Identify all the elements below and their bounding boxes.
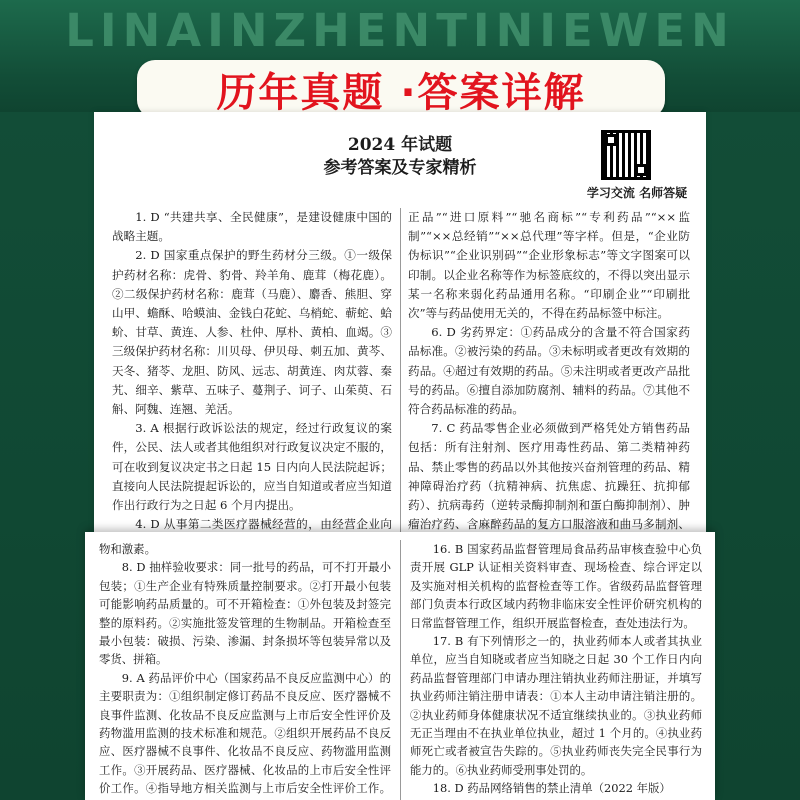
- upper-page: [94, 112, 706, 532]
- answer-paragraph: 17. B 有下列情形之一的，执业药师本人或者其执业单位，应当自知晓或者应当知晓之日起 30 个工作日内向药品监督管理部门申请办理注销执业药师注册证，并填写执业药师注销注册申请表：①本人主动申请注销注册的。②执业药师身体健康状况不适宜继续执业的。③执业药师无正当理由不在执业单位执业，超过 1 个月的。④执业药师死亡或者被宣告失踪的。⑤执业药师丧失完全民事行为能力的。⑥执业药师受刑事处罚的。: [410, 634, 702, 777]
- banner-title: 历年真题 ·答案详解: [216, 69, 586, 112]
- year-title: 2024 年试题: [347, 135, 453, 155]
- column-divider: [400, 208, 401, 532]
- qr-caption: 学习交流 名师答疑: [586, 186, 688, 200]
- answer-paragraph: 8. D 抽样验收要求：同一批号的药品，可不打开最小包装；①生产企业有特殊质量控制要求。②打开最小包装可能影响药品质量的。可不开箱检查：①外包装及封签完整的原料药。②实施批签发管理的生物制品。开箱检查至最小包装：破损、污染、渗漏、封条损坏等包装异常以及零货、拼箱。: [99, 560, 391, 667]
- answer-paragraph: 4. D 从事第二类医疗器械经营的，由经营企业向: [135, 517, 392, 532]
- answer-paragraph: 物和激素。: [99, 542, 156, 556]
- answer-paragraph: 7. C 药品零售企业必须做到严格凭处方销售药品包括：所有注射剂、医疗用毒性药品、第二类精神药品、禁止零售的药品以外其他按兴奋剂管理的药品、精神障碍治疗药（抗精神病、抗焦虑、抗躁狂、抗抑郁药）、抗病毒药（逆转录酶抑制剂和蛋白酶抑制剂）、肿瘤治疗药、含麻醉药品的复方口服溶液和曲马多制剂、: [408, 421, 690, 532]
- background-right: [706, 112, 800, 800]
- answer-paragraph: 3. A 根据行政诉讼法的规定，经过行政复议的案件，公民、法人或者其他组织对行政复议决定不服的，可在收到复议决定书之日起 15 日内向人民法院起诉；直接向人民法院提起诉讼的，应当自知道或者应当知道作出行政行为之日起 6 个月内提出。: [112, 421, 392, 513]
- answer-paragraph: 9. A 药品评价中心（国家药品不良反应监测中心）的主要职责为：①组织制定修订药品不良反应、医疗器械不良事件监测、化妆品不良反应监测与上市后安全性评价及药物滥用监测的技术标准和规范。②组织开展药品不良反应、医疗器械不良事件、化妆品不良反应、药物滥用监测工作。③开展药品、医疗器械、化妆品的上市后安全性评价工作。④指导地方相关监测与上市后安全性评价工作。: [99, 670, 391, 796]
- answer-column-right: [408, 208, 690, 532]
- answer-paragraph: 2. D 国家重点保护的野生药材分三级。①一级保护药材名称：虎骨、豹骨、羚羊角、鹿茸（梅花鹿）。②二级保护药材名称：鹿茸（马鹿）、麝香、熊胆、穿山甲、蟾酥、哈蟆油、金钱白花蛇、乌梢蛇、蕲蛇、蛤蚧、甘草、黄连、人参、杜仲、厚朴、黄柏、血竭。③三级保护药材名称：川贝母、伊贝母、刺五加、黄芩、天冬、猪苓、龙胆、防风、远志、胡黄连、肉苁蓉、秦艽、细辛、紫草、五味子、蔓荆子、诃子、山茱萸、石斛、阿魏、连翘、羌活。: [112, 248, 392, 417]
- column-divider: [400, 540, 401, 800]
- answer-column-left: [112, 208, 392, 532]
- answer-paragraph: 正品”“进口原料”“驰名商标”“专利药品”“××监制”“××总经销”“××总代理”等字样。但是，“企业防伪标识”“企业识别码”“企业形象标志”等文字图案可以印制。以企业名称等作为标签底纹的，不得以突出显示某一名称来弱化药品通用名称。“印刷企业”“印刷批次”等与药品使用无关的，不得在药品标签中标注。: [408, 210, 690, 321]
- answer-paragraph: 18. D 药品网络销售的禁止清单（2022 年版）: [432, 781, 671, 796]
- title-pill: [137, 60, 665, 112]
- lower-page: [85, 532, 715, 800]
- answer-paragraph: 6. D 劣药界定：①药品成分的含量不符合国家药品标准。②被污染的药品。③未标明或者更改有效期的药品。④超过有效期的药品。⑤未注明或者更改产品批号的药品。⑥擅自添加防腐剂、辅料的药品。⑦其他不符合药品标准的药品。: [408, 325, 690, 417]
- banner-watermark: LINAINZHENTINIEWEN: [65, 4, 735, 57]
- background-left: [0, 112, 94, 800]
- answer-subtitle: 参考答案及专家精析: [323, 158, 477, 178]
- answer-column-left: [99, 540, 391, 800]
- answer-column-right: [410, 540, 702, 800]
- answer-paragraph: 1. D “共建共享、全民健康”，是建设健康中国的战略主题。: [112, 210, 392, 244]
- answer-paragraph: 16. B 国家药品监督管理局食品药品审核查验中心负责开展 GLP 认证相关资料审查、现场检查、综合评定以及实施对相关机构的监督检查等工作。省级药品监督管理部门负责本行政区域内药物非临床安全性评价研究机构的日常监督管理工作，组织开展监督检查，查处违法行为。: [410, 542, 702, 630]
- top-banner: [0, 0, 800, 112]
- qr-code-icon[interactable]: [601, 130, 651, 180]
